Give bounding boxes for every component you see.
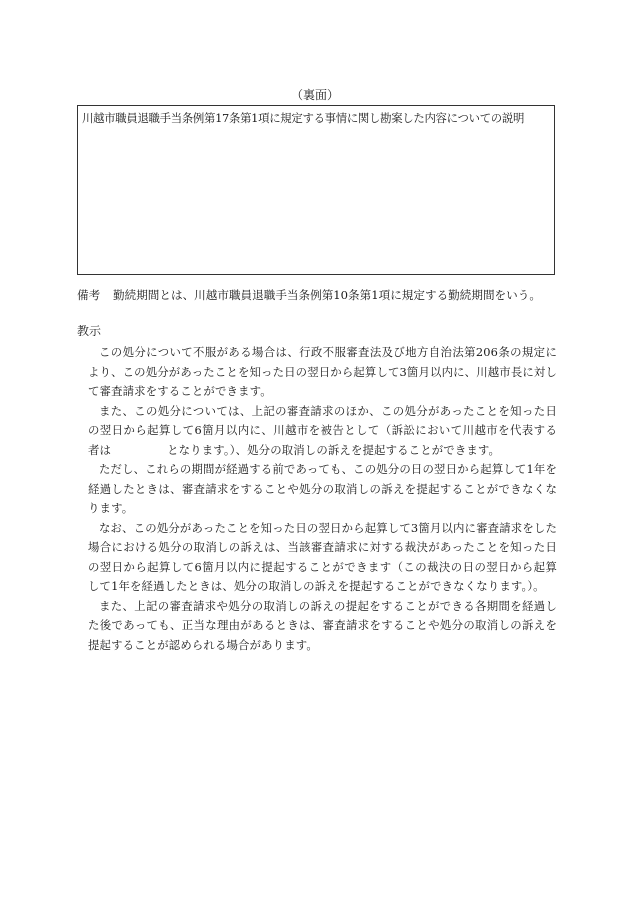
page-heading: （裏面） (290, 88, 339, 102)
lawsuit-text-before-blank: また、この処分については、上記の審査請求のほか、この処分があったことを知った日の翌日から起算して6箇月以内に、川越市を被告として（訴訟において川越市を代表する者は (88, 403, 557, 457)
lawsuit-text-after-blank: となります。）、処分の取消しの訴えを提起することができます。 (167, 442, 501, 457)
remarks-text: 勤続期間とは、川越市職員退職手当条例第10条第1項に規定する勤続期間をいう。 (113, 288, 541, 302)
instructions-heading: 教示 (77, 324, 102, 338)
explanation-box-label: 川越市職員退職手当条例第17条第1項に規定する事情に関し勘案した内容についての説明 (82, 111, 525, 125)
instructions-body (77, 343, 557, 655)
instructions-paragraph-after-appeal: なお、この処分があったことを知った日の翌日から起算して3箇月以内に審査請求をした場合における処分の取消しの訴えは、当該審査請求に対する裁決があったことを知った日の翌日から起算して6箇月以内に提起することができます（この裁決の日の翌日から起算して1年を経過したときは、処分の取消しの訴えを提起することができなくなります。）。 (88, 520, 557, 593)
remarks (77, 287, 557, 303)
instructions-paragraph-period-limit: ただし、これらの期間が経過する前であっても、この処分の日の翌日から起算して1年を経過したときは、審査請求をすることや処分の取消しの訴えを提起することができなくなります。 (88, 462, 557, 515)
instructions-paragraph-justifiable-reason: また、上記の審査請求や処分の取消しの訴えの提起をすることができる各期間を経過した後であっても、正当な理由があるときは、審査請求をすることや処分の取消しの訴えを提起することが認められる場合があります。 (88, 598, 557, 652)
explanation-box (77, 105, 555, 275)
remarks-heading: 備考 (77, 288, 101, 302)
instructions-paragraph-appeal: この処分について不服がある場合は、行政不服審査法及び地方自治法第206条の規定により、この処分があったことを知った日の翌日から起算して3箇月以内に、川越市長に対して審査請求をすることができます。 (88, 345, 557, 398)
instructions-paragraph-lawsuit (77, 402, 557, 461)
